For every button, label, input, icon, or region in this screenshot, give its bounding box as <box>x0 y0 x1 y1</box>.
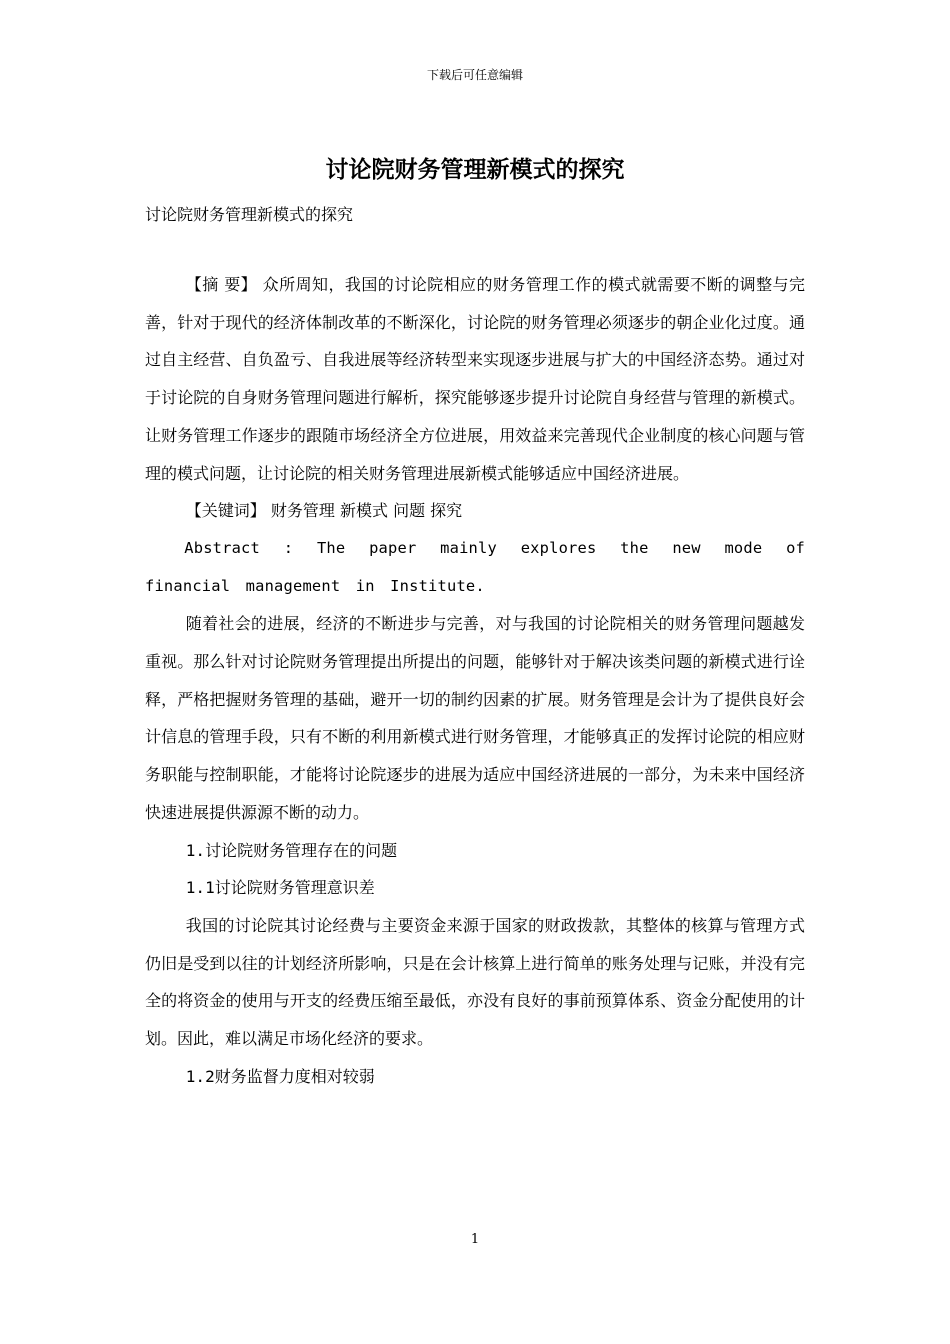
page-number: 1 <box>470 1232 480 1247</box>
document-body <box>145 266 805 1095</box>
section-1-1-paragraph: 我国的讨论院其讨论经费与主要资金来源于国家的财政拨款，其整体的核算与管理方式仍旧是受到以往的计划经济所影响，只是在会计核算上进行简单的账务处理与记账，并没有完全的将资金的使用与开支的经费压缩至最低，亦没有良好的事前预算体系、资金分配使用的计划。因此，难以满足市场化经济的要求。 <box>145 915 805 1049</box>
section-1-heading <box>145 832 805 870</box>
section-1-2-heading <box>145 1058 805 1096</box>
keywords-text: 财务管理 新模式 问题 探究 <box>270 501 463 521</box>
intro-paragraph: 随着社会的进展，经济的不断进步与完善，对与我国的讨论院相关的财务管理问题越发重视。那么针对讨论院财务管理提出所提出的问题，能够针对于解决该类问题的新模式进行诠释，严格把握财务管理的基础，避开一切的制约因素的扩展。财务管理是会计为了提供良好会计信息的管理手段，只有不断的利用新模式进行财务管理，才能够真正的发挥讨论院的相应财务职能与控制职能，才能将讨论院逐步的进展为适应中国经济进展的一部分，为未来中国经济快速进展提供源源不断的动力。 <box>145 614 805 822</box>
section-1-2-title: 财务监督力度相对较弱 <box>214 1066 375 1086</box>
section-1-title: 讨论院财务管理存在的问题 <box>205 840 398 860</box>
section-1-1-number: 1.1 <box>185 878 215 898</box>
section-1-number: 1. <box>185 840 206 860</box>
page-header-note: 下载后可任意编辑 <box>426 68 523 82</box>
abstract-paragraph <box>145 266 805 492</box>
section-1-2-number: 1.2 <box>185 1066 215 1086</box>
document-subtitle: 讨论院财务管理新模式的探究 <box>145 205 354 224</box>
abstract-text: 众所周知，我国的讨论院相应的财务管理工作的模式就需要不断的调整与完善，针对于现代的经济体制改革的不断深化，讨论院的财务管理必须逐步的朝企业化过度。通过自主经营、自负盈亏、自我进展等经济转型来实现逐步进展与扩大的中国经济态势。通过对于讨论院的自身财务管理问题进行解析，探究能够逐步提升讨论院自身经营与管理的新模式。让财务管理工作逐步的跟随市场经济全方位进展，用效益来完善现代企业制度的核心问题与管理的模式问题，让讨论院的相关财务管理进展新模式能够适应中国经济进展。 <box>145 275 805 483</box>
document-title: 讨论院财务管理新模式的探究 <box>325 157 625 183</box>
keywords-label: 【关键词】 <box>185 501 266 521</box>
keywords-paragraph <box>145 492 805 530</box>
english-abstract: Abstract : The paper mainly explores the new mode of financial management in Institute. <box>145 538 805 595</box>
section-1-1-title: 讨论院财务管理意识差 <box>214 878 375 898</box>
abstract-label: 【摘 要】 <box>185 275 258 294</box>
section-1-1-heading <box>145 869 805 907</box>
